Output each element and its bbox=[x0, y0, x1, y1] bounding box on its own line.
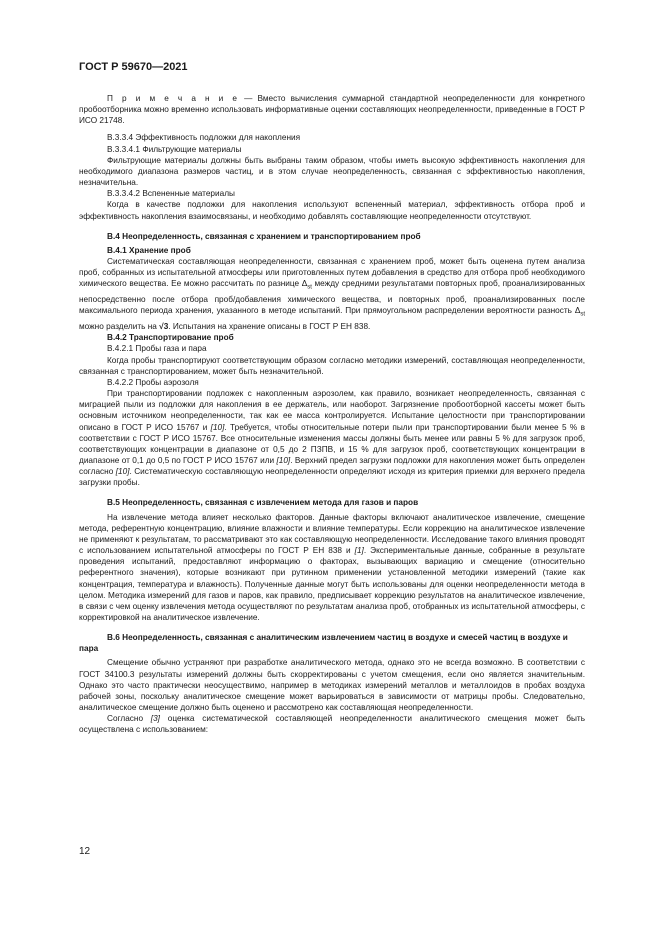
b6-text-1: Смещение обычно устраняют при разработке аналитического метода, однако это не всегда возможно. В соответствии с ГОСТ 34100.3 результаты измерений должны быть скорректированы с учетом смещения, если оно является значительным. Однако это часто практически неосуществимо, например в методиках измерений металлов и металлоидов в пробах воздуха рабочей зоны, поскольку аналитическое смещение может варьироваться в зависимости от матрицы пробы. Следовательно, аналитическое смещение должно быть оценено и рассмотрено как составляющая неопределенности. bbox=[79, 658, 585, 713]
note-label: П р и м е ч а н и е bbox=[107, 94, 239, 103]
b41-heading: В.4.1 Хранение проб bbox=[107, 245, 191, 255]
b41-text: Систематическая составляющая неопределенности, связанная с хранением проб, может быть оценена путем анализа проб, собранных из испытательной атмосферы или приготовленных путем добавления в средство для отбора проб необходимого химического вещества. Ее можно рассчитать по разнице $\Delta_{st}$ между средними результатами повторных проб, проанализированных непосредственно после отбора проб/добавления химического вещества, и повторных проб, проанализированных после максимального периода хранения, указанного в методе испытаний. При прямоугольном распределении вероятности разность $\Delta_{st}$ можно разделить на √3. Испытания на хранение описаны в ГОСТ Р ЕН 838. bbox=[79, 257, 585, 332]
section-b6-heading: В.6 Неопределенность, связанная с аналитическим извлечением частиц в воздухе и смесей частиц в воздухе и пара bbox=[79, 633, 568, 654]
section-b4-heading: В.4 Неопределенность, связанная с хранением и транспортированием проб bbox=[107, 231, 421, 241]
b3342-title: В.3.3.4.2 Вспененные материалы bbox=[107, 189, 235, 199]
b3342-text: Когда в качестве подложки для накопления используют вспененный материал, эффективность отбора проб и эффективность накопления взаимосвязаны, и необходимо добавлять составляющие неопределенности отсутствуют. bbox=[79, 200, 585, 221]
b3341-title: В.3.3.4.1 Фильтрующие материалы bbox=[107, 144, 242, 154]
note-paragraph bbox=[79, 93, 585, 126]
reference-1: [1] bbox=[354, 546, 364, 556]
section-b5-heading: В.5 Неопределенность, связанная с извлечением метода для газов и паров bbox=[107, 498, 419, 508]
b421-text: Когда пробы транспортируют соответствующим образом согласно методики измерений, составляющая неопределенности, связанная с транспортированием, может быть незначительной. bbox=[79, 355, 585, 376]
sqrt-three: √3 bbox=[159, 322, 169, 332]
reference-10: [10] bbox=[210, 422, 225, 432]
reference-10: [10] bbox=[276, 455, 291, 465]
delta-st: $\Delta_{st}$ bbox=[574, 306, 585, 318]
b421-title: В.4.2.1 Пробы газа и пара bbox=[107, 344, 207, 354]
b6-text-2: Согласно [3] оценка систематической составляющей неопределенности аналитического смещения может быть осуществлена с использованием: bbox=[79, 714, 585, 735]
standard-header: ГОСТ Р 59670—2021 bbox=[79, 61, 188, 73]
b422-text: При транспортировании подложек с накопленным аэрозолем, как правило, возникает неопределенность, связанная с миграцией пыли из подложки для накопления в ее держатель, или наоборот. Загрязнение пробоотборной кассеты может быть основным источником неопределенности, так как ее масса контролируется. Испытание целостности при транспортировании описано в ГОСТ Р ИСО 15767 и [10]. Требуется, чтобы относительные потери пыли при транспортировании были менее 5 % в соответствии с ГОСТ Р ИСО 15767. Все относительные изменения массы должны быть менее или равны 5 % для загрузок проб, соответствующих концентрации в диапазоне от 0,5 до 2 ПЗПВ, и 15 % для загрузок проб, соответствующих концентрации в диапазоне от 0,1 до 0,5 по ГОСТ Р ИСО 15767 или [10]. Верхний предел загрузки подложки для накопления может быть определен согласно [10]. Систематическую составляющую неопределенности определяют исходя из критерия приемки для верхнего предела загрузки пробы. bbox=[79, 389, 585, 488]
b5-text: На извлечение метода влияет несколько факторов. Данные факторы включают аналитическое извлечение, смещение метода, референтную концентрацию, влияние влажности и влияние температуры. Если коррекцию на аналитическое извлечение не применяют к результатам, то рассматривают это как составляющую неопределенности. Исследование такого влияния проводят с использованием испытательной атмосферы по ГОСТ Р ЕН 838 и [1]. Экспериментальные данные, собранные в результате проведения испытаний, предоставляют информацию о факторах, вызывающих вариацию и смещение (относительно референтного значения), которые возникают при рутинном применении установленной методики измерений (такие как концентрация, температура и влажность). Полученные данные могут быть использованы для оценки неопределенности метода в целом. Методика измерений для газов и паров, как правило, предписывает коррекцию результатов на аналитическое извлечение, в связи с чем оценку извлечения метода осуществляют по результатам анализа проб, отобранных из испытательной атмосферы, с корректировкой на аналитическое извлечение. bbox=[79, 512, 585, 622]
b334-title: В.3.3.4 Эффективность подложки для накопления bbox=[107, 133, 301, 143]
b422-title: В.4.2.2 Пробы аэрозоля bbox=[107, 377, 199, 387]
b42-heading: В.4.2 Транспортирование проб bbox=[107, 333, 234, 343]
b3341-text: Фильтрующие материалы должны быть выбраны таким образом, чтобы иметь высокую эффективность накопления для необходимого диапазона размеров частиц, и в этом случае неопределенность, связанная с эффективностью накопления, незначительна. bbox=[79, 155, 585, 188]
delta-st: $\Delta_{st}$ bbox=[301, 279, 312, 291]
page-number: 12 bbox=[79, 846, 91, 857]
document-body bbox=[79, 93, 585, 736]
reference-3: [3] bbox=[150, 714, 160, 724]
note-text: — Вместо вычисления суммарной стандартной неопределенности для конкретного пробоотборника можно временно использовать информативные оценки составляющих неопределенности, приведенные в ГОСТ Р ИСО 21748. bbox=[79, 94, 585, 126]
reference-10: [10] bbox=[115, 467, 130, 477]
